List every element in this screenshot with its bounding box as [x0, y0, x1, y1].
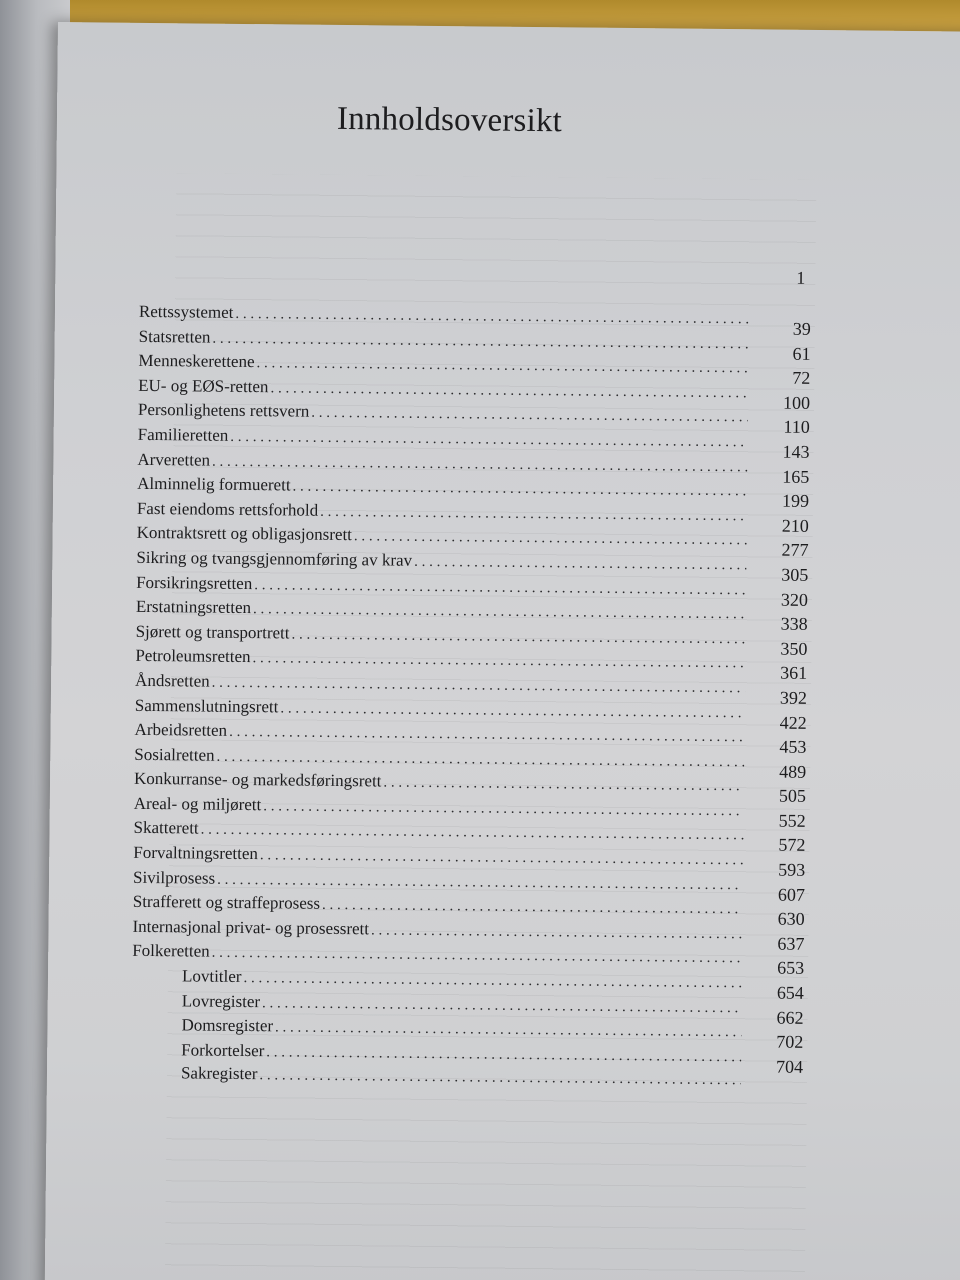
- toc-entry-title: Folkeretten: [132, 941, 210, 962]
- toc-entry-title: Personlighetens rettsvern: [137, 400, 310, 422]
- dot-leader: [212, 330, 748, 353]
- toc-entry-page: 552: [778, 810, 806, 831]
- toc-entry-page: 72: [792, 367, 811, 389]
- toc-entry-page: 422: [779, 712, 807, 733]
- toc-entry-page: 505: [778, 785, 807, 807]
- dot-leader: [243, 970, 742, 992]
- dot-leader: [260, 847, 743, 869]
- toc-entry-title: Domsregister: [181, 1015, 274, 1036]
- toc-entry-page: 453: [779, 736, 807, 757]
- dot-leader: [322, 897, 743, 918]
- toc-entry-title: Forsikringsretten: [136, 572, 253, 593]
- dot-leader: [292, 479, 747, 501]
- dot-leader: [291, 626, 745, 648]
- dot-leader: [262, 995, 742, 1017]
- toc-entry-title: Arbeidsretten: [134, 719, 228, 740]
- toc-entry-title: Menneskerettene: [138, 351, 255, 372]
- toc-entry-title: Sakregister: [180, 1063, 258, 1084]
- toc-entry-title: EU- og EØS-retten: [138, 375, 269, 397]
- toc-entry-page: 39: [792, 318, 811, 339]
- dot-leader: [263, 798, 744, 820]
- dot-leader: [252, 650, 745, 672]
- dot-leader: [230, 429, 748, 451]
- toc-entry-page: 320: [780, 589, 809, 610]
- toc-entry-page: 654: [776, 982, 804, 1003]
- dot-leader: [212, 945, 743, 968]
- toc-entry-page: 704: [775, 1056, 804, 1077]
- dot-leader: [266, 1044, 741, 1066]
- dot-leader: [212, 675, 746, 698]
- toc-entry-title: Statsretten: [138, 326, 211, 347]
- toc-entry-title: Sikring og tvangsgjennomføring av krav: [136, 547, 413, 570]
- dot-leader: [253, 601, 746, 623]
- toc-entry-title: Sjørett og transportrett: [135, 621, 290, 643]
- dot-leader: [217, 871, 743, 894]
- toc-entry-page: 607: [777, 884, 806, 905]
- toc-entry-title: Åndsretten: [135, 670, 210, 691]
- dot-leader: [254, 577, 746, 599]
- toc-entry-page: 165: [782, 466, 810, 487]
- toc-entry-page: 61: [792, 343, 811, 364]
- toc-entry-title: Rettssystemet: [138, 301, 234, 322]
- dot-leader: [235, 306, 749, 328]
- dot-leader: [259, 1068, 741, 1090]
- toc-entry-title: Petroleumsretten: [135, 646, 251, 667]
- dot-leader: [216, 748, 744, 771]
- toc-entry-title: Erstatningsretten: [135, 596, 252, 618]
- toc-entry-page: 305: [781, 564, 809, 585]
- toc-entry-title: Forvaltningsretten: [133, 842, 259, 864]
- toc-entry-page: 662: [776, 1007, 804, 1028]
- toc-entry-title: Arveretten: [137, 449, 211, 470]
- toc-entry-page: 637: [777, 933, 805, 954]
- dot-leader: [270, 380, 748, 402]
- toc-entry-page: 338: [780, 613, 808, 635]
- toc-entry-page: 110: [783, 416, 810, 438]
- toc-entry-page: 572: [778, 835, 806, 856]
- toc-entry-title: Areal- og miljørett: [133, 793, 262, 815]
- dot-leader: [280, 700, 745, 722]
- toc-entry-title: Strafferett og straffeprosess: [132, 892, 321, 914]
- toc-entry-title: Konkurranse- og markedsføringsrett: [133, 769, 382, 791]
- dot-leader: [212, 453, 747, 476]
- dot-leader: [275, 1020, 742, 1042]
- toc-entry-title: Skatterett: [133, 818, 199, 838]
- dot-leader: [229, 724, 745, 746]
- dot-leader: [414, 554, 746, 574]
- dot-leader: [383, 775, 744, 796]
- toc-entry-title: Kontraktsrett og obligasjonsrett: [136, 523, 353, 545]
- toc-entry-page: 593: [778, 859, 806, 880]
- toc-entry-page: 277: [781, 539, 809, 561]
- toc-entries: [131, 301, 811, 1095]
- page-title: Innholdsoversikt: [336, 100, 563, 140]
- toc-entry-page: 653: [777, 958, 805, 979]
- toc-entry-title: Forkortelser: [181, 1040, 265, 1061]
- dot-leader: [320, 504, 747, 525]
- dot-leader: [256, 355, 748, 377]
- toc-entry-title: Familieretten: [137, 424, 229, 445]
- toc-entry-title: Fast eiendoms rettsforhold: [136, 498, 319, 520]
- toc-entry-title: Internasjonal privat- og prosessrett: [132, 916, 370, 939]
- book-page: [44, 22, 960, 1280]
- toc-entry-title: Sosialretten: [134, 744, 215, 765]
- toc-entry-page: 392: [779, 687, 808, 708]
- toc-entry-page: 630: [777, 908, 805, 930]
- dot-leader: [354, 528, 747, 549]
- toc-entry-page: 489: [779, 761, 807, 782]
- toc-entry-title: Sammenslutningsrett: [134, 695, 279, 716]
- toc-entry-title: Alminnelig formuerett: [137, 474, 291, 495]
- toc-entry-title: Sivilprosess: [132, 867, 216, 888]
- toc-entry-title: Lovregister: [181, 990, 261, 1011]
- toc-entry-page: 100: [782, 392, 811, 413]
- toc-entry-page: 199: [781, 490, 810, 512]
- toc-entry-page: 702: [776, 1031, 804, 1053]
- toc-entry-page: 210: [781, 515, 809, 536]
- toc-entry-page: 143: [782, 441, 810, 462]
- first-page-number: 1: [796, 267, 806, 288]
- toc-entry-title: Lovtitler: [181, 966, 242, 987]
- toc-entry-page: 350: [780, 638, 808, 659]
- dot-leader: [201, 822, 744, 845]
- toc-entry-page: 361: [780, 662, 808, 684]
- dot-leader: [311, 405, 748, 427]
- dot-leader: [371, 922, 743, 943]
